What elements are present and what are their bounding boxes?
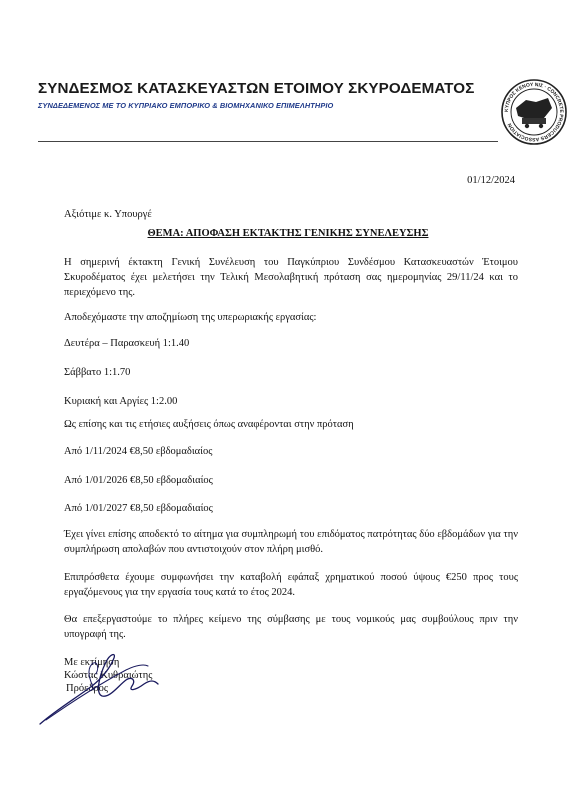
signer-name: Κώστας Κυθραιώτης: [64, 670, 153, 681]
organization-subtitle: ΣΥΝΔΕΔΕΜΕΝΟΣ ΜΕ ΤΟ ΚΥΠΡΙΑΚΟ ΕΜΠΟΡΙΚΟ & ΒΙΟΜΗΧΑΝΙΚΟ ΕΠΙΜΕΛΗΤΗΡΙΟ: [38, 101, 334, 110]
organization-name: ΣΥΝΔΕΣΜΟΣ ΚΑΤΑΣΚΕΥΑΣΤΩΝ ΕΤΟΙΜΟΥ ΣΚΥΡΟΔΕΜΑΤΟΣ: [38, 80, 475, 97]
association-seal-icon: [500, 78, 568, 146]
raise-2027: Από 1/01/2027 €8,50 εβδομαδιαίος: [64, 503, 213, 514]
raise-2024: Από 1/11/2024 €8,50 εβδομαδιαίος: [64, 446, 213, 457]
rate-saturday: Σάββατο 1:1.70: [64, 367, 131, 378]
salutation: Αξιότιμε κ. Υπουργέ: [64, 209, 152, 220]
rate-weekdays: Δευτέρα – Παρασκευή 1:1.40: [64, 338, 190, 349]
letter-date: 01/12/2024: [467, 175, 515, 186]
accept-overtime-text: Αποδεχόμαστε την αποζημίωση της υπερωριακής εργασίας:: [64, 312, 317, 323]
raise-2026: Από 1/01/2026 €8,50 εβδομαδιαίος: [64, 475, 213, 486]
regards-text: Με εκτίμηση: [64, 657, 120, 668]
letter-subject: ΘΕΜΑ: ΑΠΟΦΑΣΗ ΕΚΤΑΚΤΗΣ ΓΕΝΙΚΗΣ ΣΥΝΕΛΕΥΣΗΣ: [147, 228, 429, 239]
paternity-paragraph: Έχει γίνει επίσης αποδεκτό το αίτημα για συμπληρωμή του επιδόματος πατρότητας δύο εβδομάδων για την συμπλήρωση απολαβών που αντιστοιχούν στον πλήρη μισθό.: [64, 529, 518, 555]
rate-sunday: Κυριακή και Αργίες 1:2.00: [64, 396, 178, 407]
closing-paragraph: Θα επεξεργαστούμε το πλήρες κείμενο της σύμβασης με τους νομικούς μας συμβούλους πριν την υπογραφή της.: [64, 614, 518, 640]
seal-text: ΚΥΠΡΟΣ ΚΕΝΟΥ ΝΙΣ · CONCRETE PRODUCERS ASSOCIATION: [503, 81, 565, 143]
lump-sum-paragraph: Επιπρόσθετα έχουμε συμφωνήσει την καταβολή εφάπαξ χρηματικού ποσού ύψους €250 προς τους εργαζόμενους για την εργασία τους κατά το έτος 2024.: [64, 572, 518, 598]
handwritten-signature: [36, 640, 186, 730]
intro-paragraph: Η σημερινή έκτακτη Γενική Συνέλευση του Παγκύπριου Συνδέσμου Κατασκευαστών Έτοιμου Σκυροδέματος έχει μελετήσει την Τελική Μεσολαβητική πρόταση σας ημερομηνίας 29/11/24 και το περιεχόμενο της.: [64, 257, 518, 298]
header-divider: [38, 141, 498, 142]
signer-title: Πρόεδρος: [66, 683, 109, 694]
raises-intro: Ως επίσης και τις ετήσιες αυξήσεις όπως αναφέρονται στην πρόταση: [64, 419, 354, 430]
